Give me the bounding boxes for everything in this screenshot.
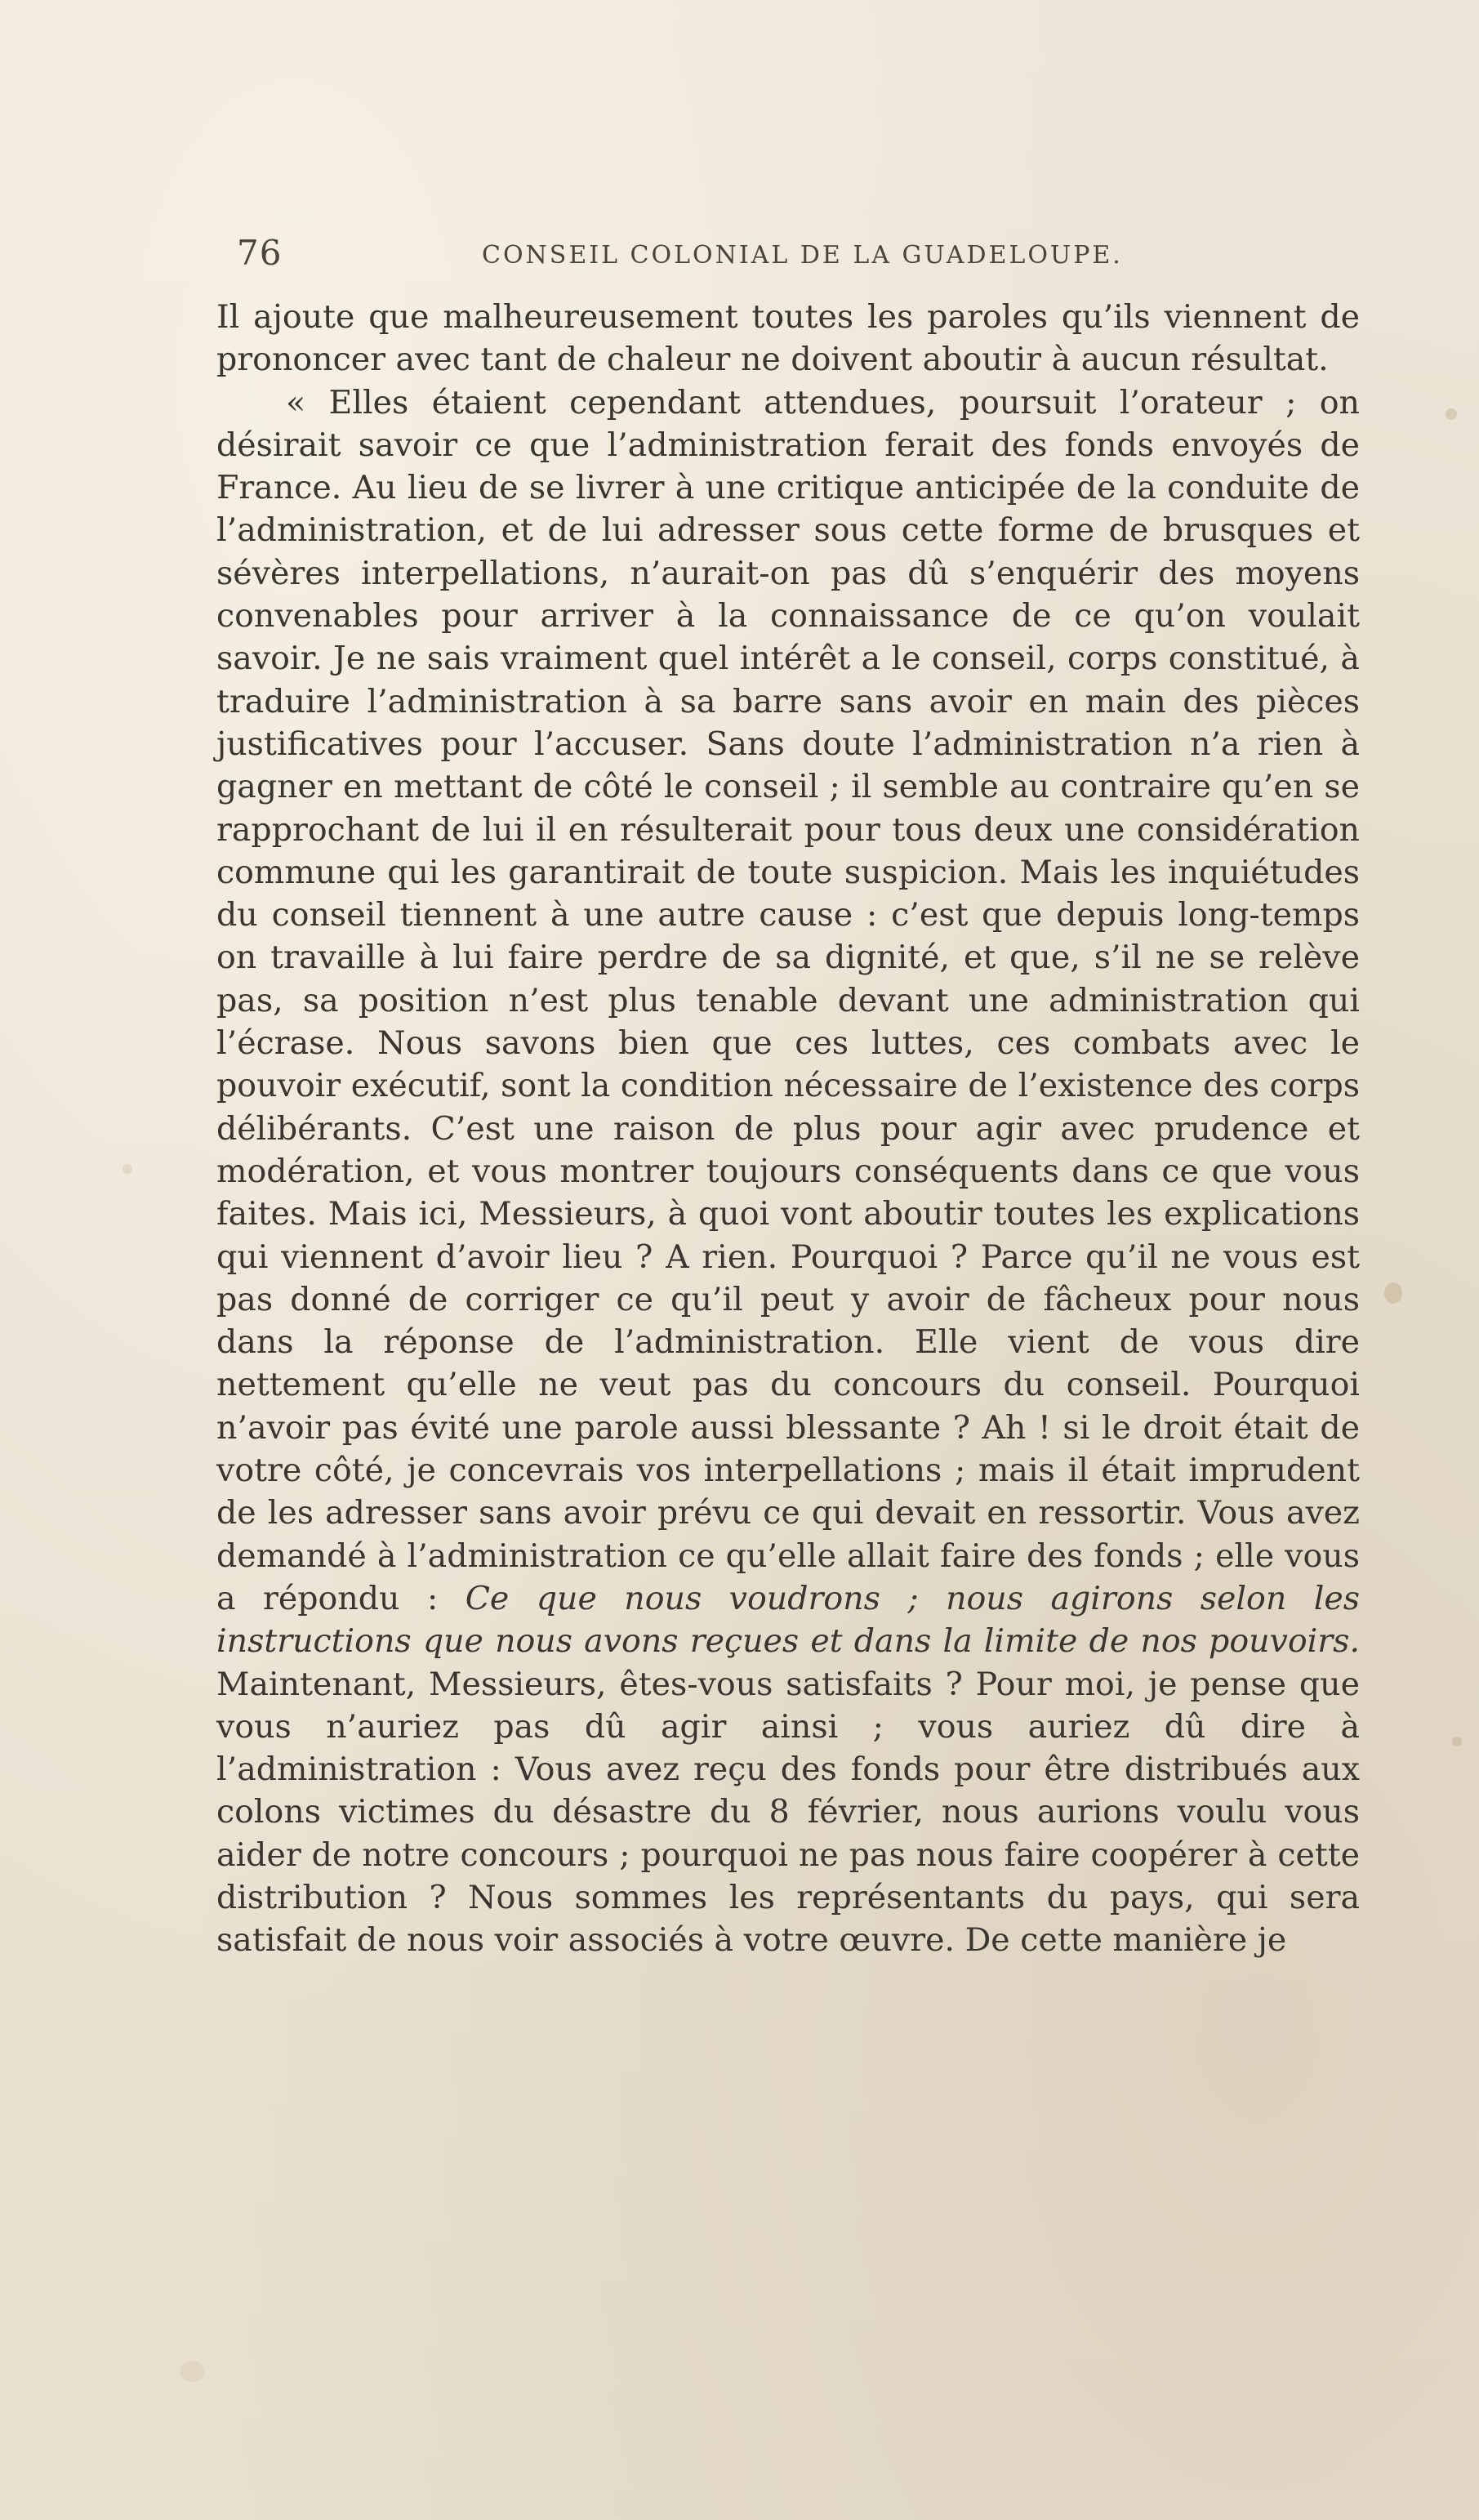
foxing-spot xyxy=(123,1164,132,1174)
paragraph-text: « Elles étaient cependant attendues, poursuit l’orateur ; on désirait savoir ce que l’administration ferait des fonds envoyés de France. Au lieu de se livrer à une critique anticipée de la conduite de l’administration, et de lui adresser sous cette forme de brusques et sévères interpellations, n’aurait-on pas dû s’enquérir des moyens convenables pour arriver à la connaissance de ce qu’on voulait savoir. Je ne sais vraiment quel intérêt a le conseil, corps constitué, à traduire l’administration à sa barre sans avoir en main des pièces justificatives pour l’accuser. Sans doute l’administration n’a rien à gagner en mettant de côté le conseil ; il semble au contraire qu’en se rapprochant de lui il en résulterait pour tous deux une considération commune qui les garantirait de toute suspicion. Mais les inquiétudes du conseil tiennent à une autre cause : c’est que depuis long-temps on travaille à lui faire perdre de sa dignité, et que, s’il ne se relève pas, sa position n’est plus tenable devant une administration qui l’écrase. Nous savons bien que ces luttes, ces combats avec le pouvoir exécutif, sont la condition nécessaire de l’existence des corps délibérants. C’est une raison de plus pour agir avec prudence et modération, et vous montrer toujours conséquents dans ce que vous faites. Mais ici, Messieurs, à quoi vont aboutir toutes les explications qui viennent d’avoir lieu ? A rien. Pourquoi ? Parce qu’il ne vous est pas donné de corriger ce qu’il peut y avoir de fâcheux pour nous dans la réponse de l’administration. Elle vient de vous dire nettement qu’elle ne veut pas du concours du conseil. Pourquoi n’avoir pas évité une parole aussi blessante ? Ah ! si le droit était de votre côté, je concevrais vos interpellations ; mais il était imprudent de les adresser sans avoir prévu ce qui devait en ressortir. Vous avez demandé à l’administration ce qu’elle allait faire des fonds ; elle vous a répondu : xyxy=(216,383,1360,1617)
foxing-spot xyxy=(1384,1282,1402,1304)
foxing-spot xyxy=(1446,408,1457,420)
paragraph xyxy=(216,381,1360,1962)
paragraph-text: Maintenant, Messieurs, êtes-vous satisfaits ? Pour moi, je pense que vous n’auriez pas dû agir ainsi ; vous auriez dû dire à l’administration : Vous avez reçu des fonds pour être distribués aux colons victimes du désastre du 8 février, nous aurions voulu vous aider de notre concours ; pourquoi ne pas nous faire coopérer à cette distribution ? Nous sommes les représentants du pays, qui sera satisfait de nous voir associés à votre œuvre. De cette manière je xyxy=(216,1665,1360,1960)
running-title: CONSEIL COLONIAL DE LA GUADELOUPE. xyxy=(482,241,1123,270)
paragraph: Il ajoute que malheureusement toutes les paroles qu’ils viennent de prononcer avec tant de chaleur ne doivent aboutir à aucun résultat. xyxy=(216,298,1360,379)
foxing-spot xyxy=(180,2361,204,2382)
page-header xyxy=(237,233,1380,274)
body-text xyxy=(216,296,1360,1962)
page-number: 76 xyxy=(237,233,283,273)
foxing-spot xyxy=(1452,1737,1462,1746)
quoted-reply: Ce que nous voudrons ; nous agirons selon les instructions que nous avons reçues et dans la limite de nos pouvoirs. xyxy=(216,1579,1360,1661)
